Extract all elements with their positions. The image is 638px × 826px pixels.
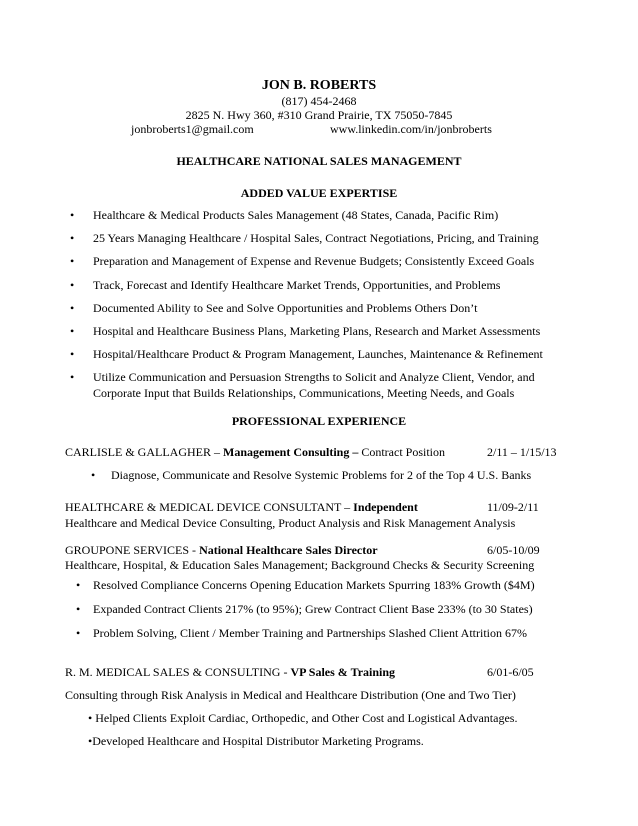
job-rm-dates: 6/01-6/05 [487,665,534,679]
job-carlisle-title: CARLISLE & GALLAGHER – Management Consulting – Contract Position [65,445,446,459]
expertise-list [70,208,570,402]
job-consultant-desc: Healthcare and Medical Device Consulting, Product Analysis and Risk Management Analysis [65,516,516,530]
job-carlisle-dates: 2/11 – 1/15/13 [487,445,557,459]
job-consultant-dates: 11/09-2/11 [487,500,539,514]
bullet-icon: • [70,370,75,385]
bullet-icon: • [70,231,75,246]
job-rm-title: R. M. MEDICAL SALES & CONSULTING - VP Sales & Training [65,665,396,679]
job-groupone-title: GROUPONE SERVICES - National Healthcare Sales Director [65,543,378,557]
bullet-icon: • [70,323,75,338]
bullet-icon: • [70,277,75,292]
bullet-icon: • [70,254,75,269]
bullet-icon: • [70,208,75,222]
candidate-name: JON B. ROBERTS [261,78,377,93]
job-groupone-bullet: Expanded Contract Clients 217% (to 95%); Grew Contract Client Base 233% (to 30 States) [93,602,533,616]
experience-heading: PROFESSIONAL EXPERIENCE [231,414,407,428]
linkedin-url[interactable]: www.linkedin.com/in/jonbroberts [330,122,492,136]
list-item: • Utilize Communication and Persuasion Strengths to Solicit and Analyze Client, Vendor, and Corporate Input that Builds Relationships, Communications, Meeting Needs, and Goals [70,370,535,400]
job-consultant-title: HEALTHCARE & MEDICAL DEVICE CONSULTANT – Independent [65,500,418,514]
bullet-icon: • [76,626,81,640]
bullet-icon: • [76,578,81,592]
job-groupone-desc: Healthcare, Hospital, & Education Sales Management; Background Checks & Security Screening [65,558,535,572]
email-address[interactable]: jonbroberts1@gmail.com [131,122,254,136]
headline: HEALTHCARE NATIONAL SALES MANAGEMENT [176,154,462,168]
list-item: • Documented Ability to See and Solve Opportunities and Problems Others Don’t [70,300,478,315]
job-rm-bullet: • Helped Clients Exploit Cardiac, Orthopedic, and Other Cost and Logistical Advantages. [88,711,518,725]
list-item: • 25 Years Managing Healthcare / Hospital Sales, Contract Negotiations, Pricing, and Training [70,231,539,246]
job-groupone-bullet: Problem Solving, Client / Member Training and Partnerships Slashed Client Attrition 67% [93,626,527,640]
bullet-icon: • [76,602,81,616]
job-groupone-dates: 6/05-10/09 [487,543,540,557]
job-rm-bullet: •Developed Healthcare and Hospital Distributor Marketing Programs. [88,734,424,748]
list-item: • Hospital/Healthcare Product & Program Management, Launches, Maintenance & Refinement [70,347,543,362]
list-item: • Hospital and Healthcare Business Plans, Marketing Plans, Research and Market Assessments [70,323,541,338]
list-item: • Track, Forecast and Identify Healthcare Market Trends, Opportunities, and Problems [70,277,501,292]
bullet-icon: • [70,347,75,362]
list-item: • Preparation and Management of Expense and Revenue Budgets; Consistently Exceed Goals [70,254,535,269]
phone-number: (817) 454-2468 [281,94,357,108]
job-rm-desc: Consulting through Risk Analysis in Medical and Healthcare Distribution (One and Two Tier) [65,688,516,702]
bullet-icon: • [91,468,96,482]
mailing-address: 2825 N. Hwy 360, #310 Grand Prairie, TX 75050-7845 [185,108,453,122]
bullet-icon: • [70,300,75,315]
expertise-heading: ADDED VALUE EXPERTISE [240,186,398,200]
job-groupone-bullet: Resolved Compliance Concerns Opening Education Markets Spurring 183% Growth ($4M) [93,578,535,592]
list-item: • Healthcare & Medical Products Sales Management (48 States, Canada, Pacific Rim) [70,208,499,222]
job-carlisle-bullet: Diagnose, Communicate and Resolve Systemic Problems for 2 of the Top 4 U.S. Banks [111,468,532,482]
